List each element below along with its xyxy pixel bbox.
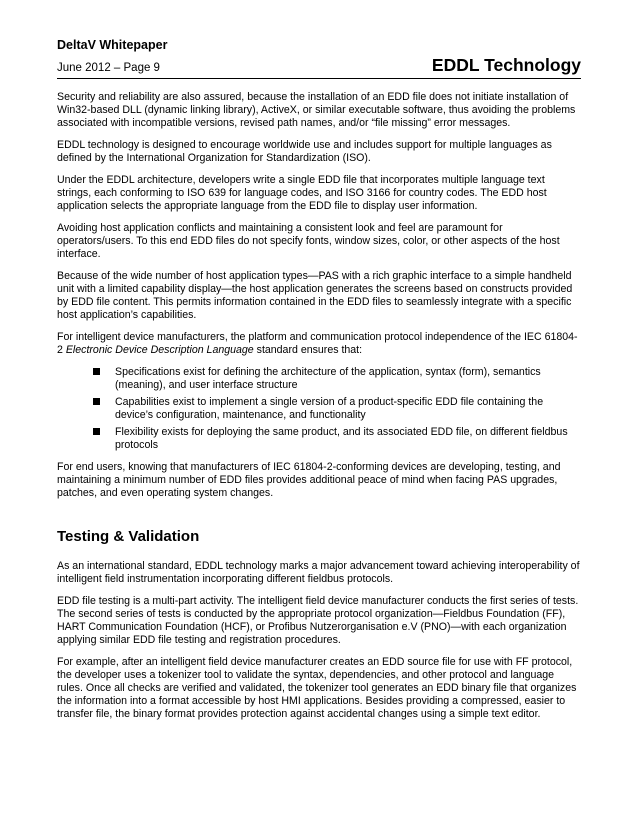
- bullet-text: Capabilities exist to implement a single version of a product-specific EDD file containing the device’s configuration, maintenance, and functionality: [115, 396, 544, 421]
- iec-text-after: standard ensures that:: [253, 344, 363, 356]
- document-name: DeltaV Whitepaper: [57, 38, 168, 52]
- bullet-list: [57, 366, 581, 452]
- page-header: [57, 55, 581, 79]
- square-bullet-icon: [93, 428, 100, 435]
- paragraph: EDDL technology is designed to encourage worldwide use and includes support for multiple languages as defined by the International Organization for Standardization (ISO).: [57, 139, 552, 164]
- bullet-text: Specifications exist for defining the architecture of the application, syntax (form), semantics (meaning), and user interface structure: [115, 366, 541, 391]
- list-item: [57, 396, 581, 422]
- paragraph: Because of the wide number of host application types—PAS with a rich graphic interface to a simple handheld unit with a limited capability display—the host application generates the screens based on constructs provided by EDD file content. This permits information contained in the EDD files to seamlessly integrate with a specific host application’s capabilities.: [57, 270, 573, 321]
- paragraph: Security and reliability are also assured, because the installation of an EDD file does not initiate installation of Win32-based DLL (dynamic linking library), ActiveX, or similar executable software, thus avoiding the problems associated with incompatible versions, revised path names, and/or “file missing” error messages.: [57, 91, 576, 129]
- square-bullet-icon: [93, 398, 100, 405]
- document-body: [57, 91, 581, 721]
- square-bullet-icon: [93, 368, 100, 375]
- date-page: June 2012 – Page 9: [57, 62, 160, 74]
- document-page: [57, 38, 581, 730]
- section-heading: Testing & Validation: [57, 528, 200, 545]
- list-item: [57, 366, 581, 392]
- iec-text-before: For intelligent device manufacturers, the platform and communication protocol independence of the IEC 61804-2: [57, 331, 578, 356]
- paragraph: For example, after an intelligent field device manufacturer creates an EDD source file for use with FF protocol, the developer uses a tokenizer tool to validate the syntax, dependencies, and other protocol and language rules. Once all checks are verified and validated, the tokenizer tool generates an EDD binary file that organizes the information into a format accessible by host HMI applications. Besides providing a compressed, easier to transfer file, the binary format provides protection against accidental changes using a simple text editor.: [57, 656, 577, 720]
- bullet-text: Flexibility exists for deploying the same product, and its associated EDD file, on different fieldbus protocols: [115, 426, 568, 451]
- paragraph: Avoiding host application conflicts and maintaining a consistent look and feel are paramount for operators/users. To this end EDD files do not specify fonts, window sizes, color, or other aspects of the host interface.: [57, 222, 560, 260]
- iec-standard-title: Electronic Device Description Language: [65, 344, 254, 356]
- paragraph: For end users, knowing that manufacturers of IEC 61804-2-conforming devices are developing, testing, and maintaining a minimum number of EDD files provides additional peace of mind when facing PAS upgrades, patches, and even operating system changes.: [57, 461, 561, 499]
- list-item: [57, 426, 581, 452]
- paragraph: As an international standard, EDDL technology marks a major advancement toward achieving interoperability of intelligent field instrumentation incorporating different fieldbus protocols.: [57, 560, 580, 585]
- header-title: EDDL Technology: [431, 55, 581, 75]
- paragraph: Under the EDDL architecture, developers write a single EDD file that incorporates multiple language text strings, each conforming to ISO 639 for language codes, and ISO 3166 for country codes. The EDD host application selects the appropriate language from the EDD file to display user information.: [57, 174, 547, 212]
- paragraph: EDD file testing is a multi-part activity. The intelligent field device manufacturer conducts the first series of tests. The second series of tests is conducted by the appropriate protocol organization—Fieldbus Foundation (FF), HART Communication Foundation (HCF), or Profibus Nutzerorganisation e.V (PNO)—with each organization applying similar EDD file testing and registration procedures.: [57, 595, 579, 646]
- iec-paragraph: [57, 331, 581, 357]
